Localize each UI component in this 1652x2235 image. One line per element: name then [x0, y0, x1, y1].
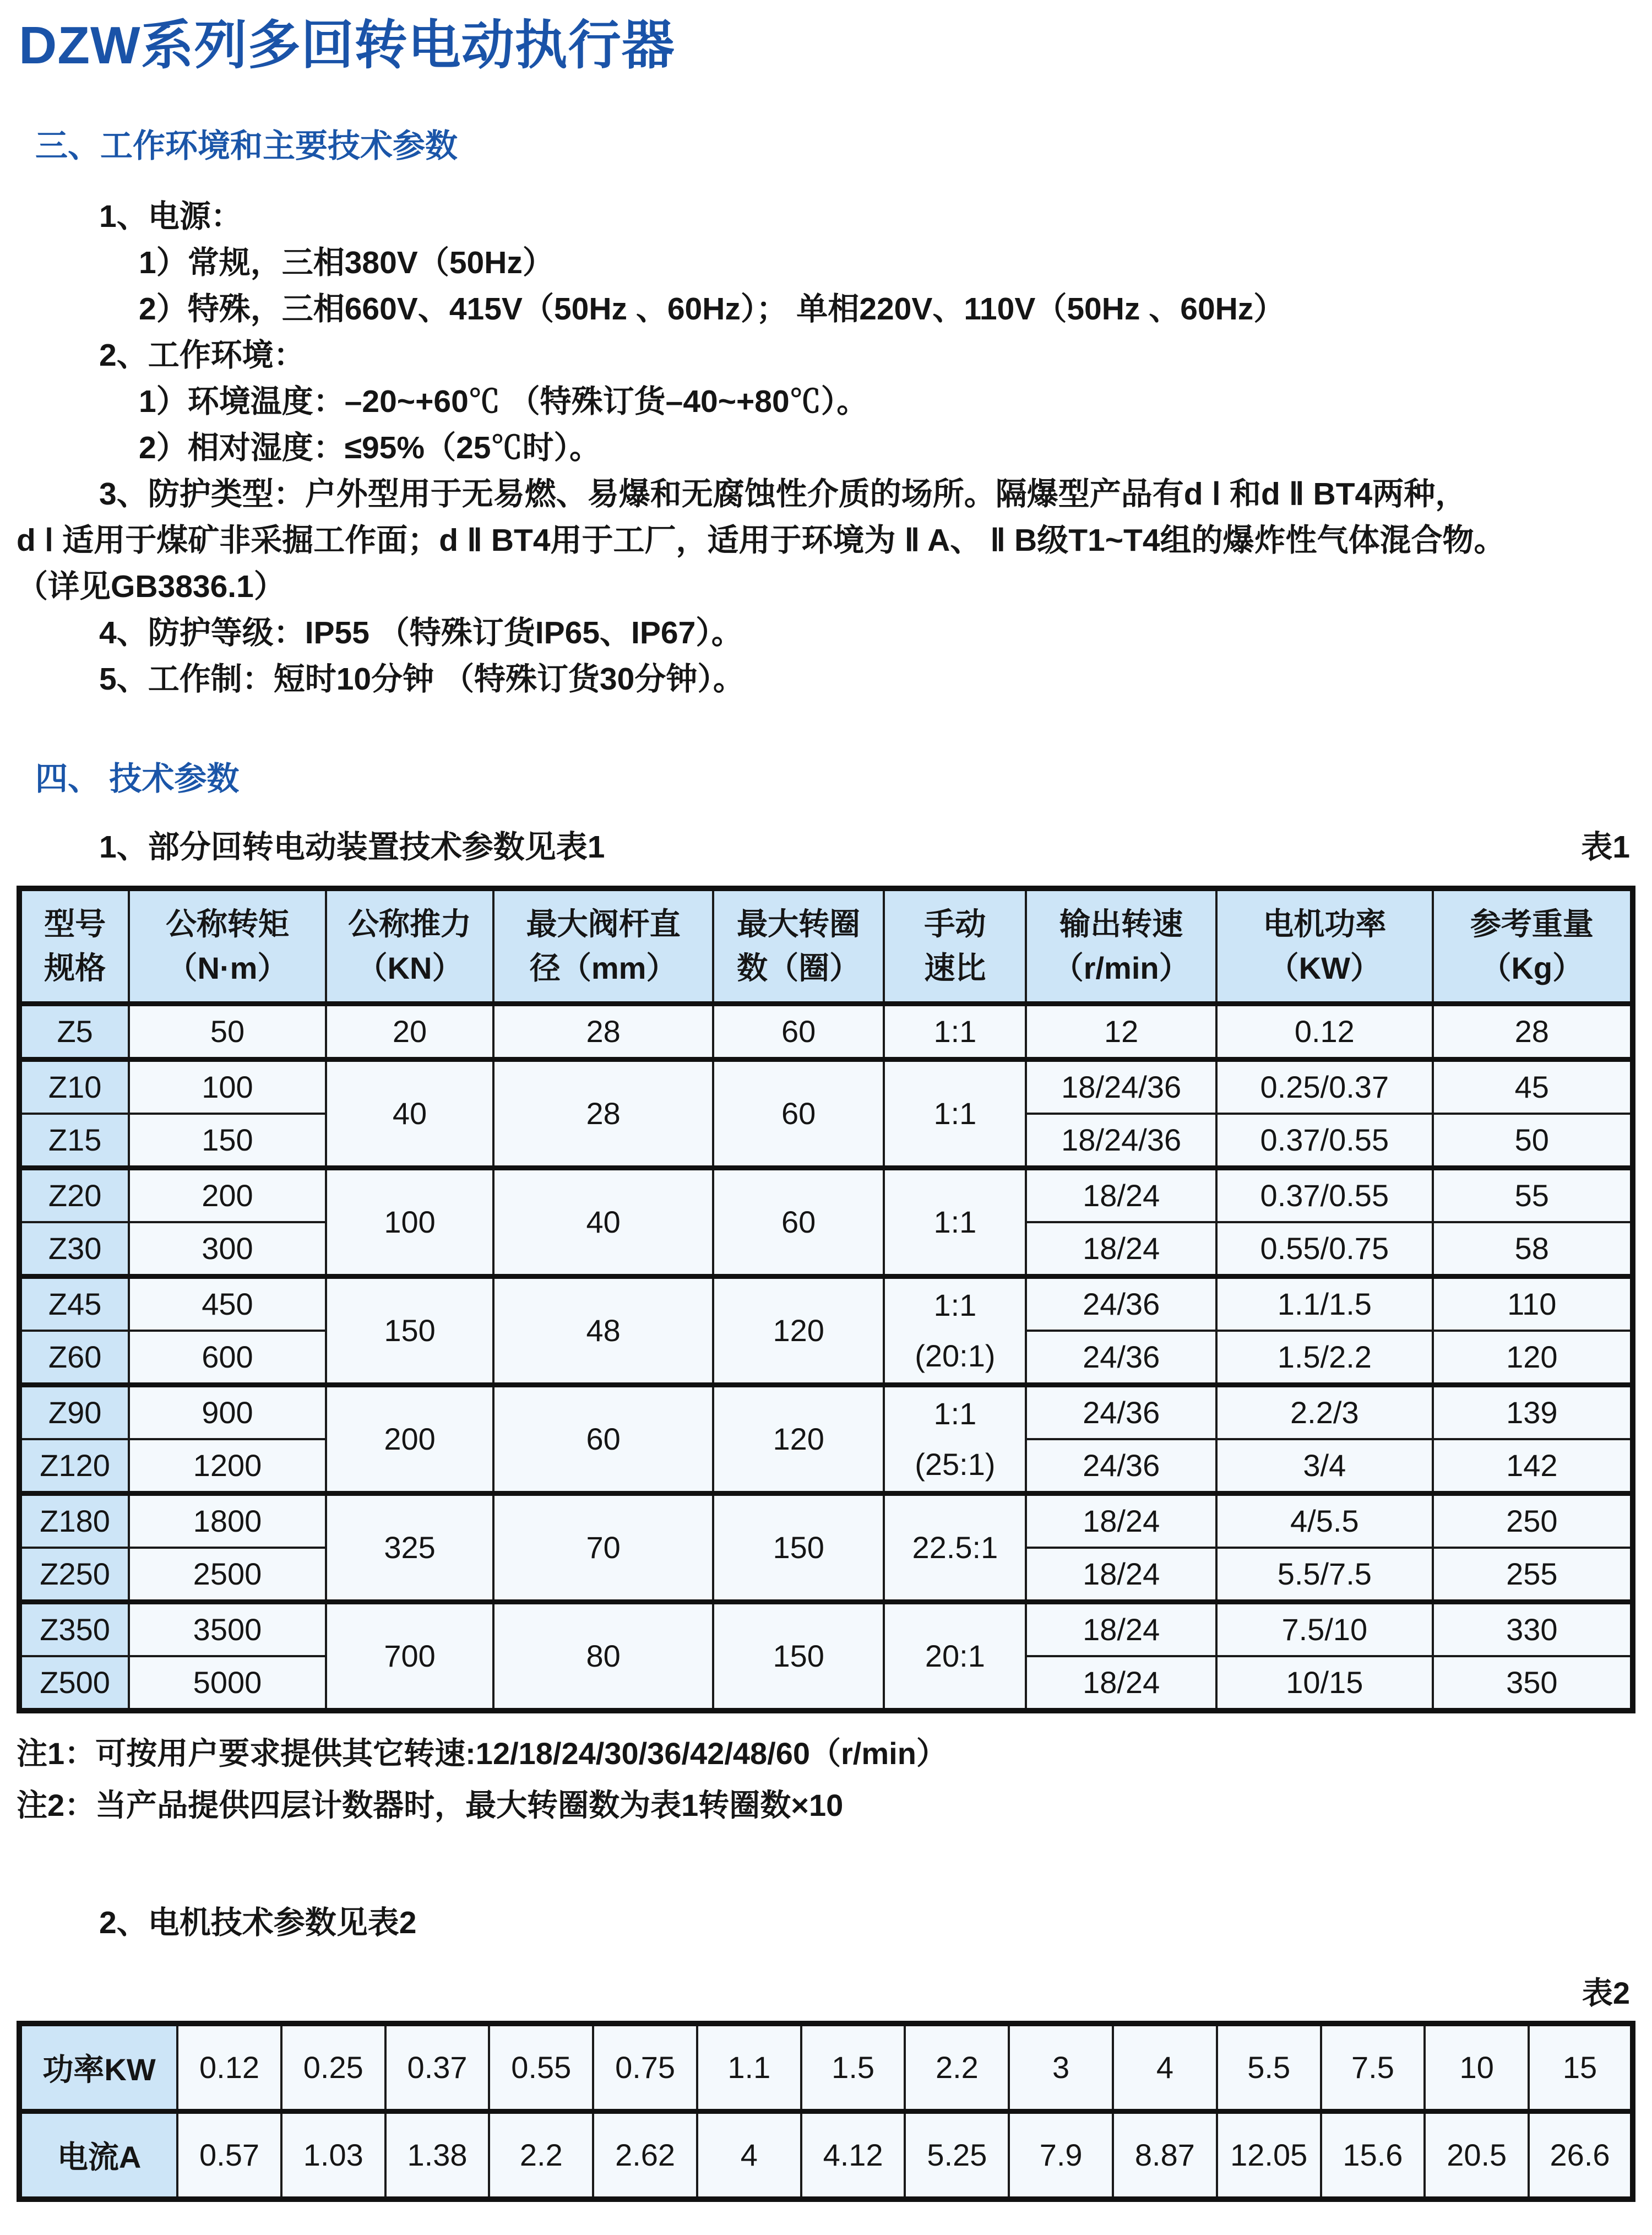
value-cell: 4	[1113, 2024, 1217, 2112]
value-cell: 0.37	[385, 2024, 490, 2112]
value-cell: 300	[129, 1222, 325, 1277]
value-cell: 0.37/0.55	[1216, 1114, 1433, 1168]
note-2: 注2：当产品提供四层计数器时，最大转圈数为表1转圈数×10	[17, 1787, 844, 1822]
value-cell: 1800	[129, 1493, 325, 1548]
table-row	[19, 1003, 1633, 1059]
value-cell: 18/24	[1026, 1168, 1216, 1222]
value-cell: 330	[1433, 1602, 1633, 1656]
text-line: 2）特殊，三相660V、415V（50Hz 、60Hz）； 单相220V、110V（50Hz 、60Hz）	[139, 291, 1285, 327]
value-cell: 12	[1026, 1003, 1216, 1059]
value-cell: 5.25	[905, 2111, 1009, 2199]
cell-line: (20:1)	[915, 1338, 996, 1373]
row-label: 功率KW	[19, 2024, 177, 2112]
table1-caption: 1、部分回转电动装置技术参数见表1	[99, 829, 605, 865]
value-cell: 100	[326, 1168, 494, 1276]
text-line: （详见GB3836.1）	[17, 569, 285, 605]
table-row	[19, 1168, 1633, 1222]
value-cell: 350	[1433, 1656, 1633, 1711]
header-line: 公称推力	[348, 906, 472, 941]
table2-body	[19, 2024, 1633, 2199]
model-cell: Z350	[19, 1602, 129, 1656]
value-cell: 28	[493, 1059, 713, 1168]
value-cell: 50	[129, 1003, 325, 1059]
model-cell: Z60	[19, 1331, 129, 1385]
header-line: 速比	[924, 950, 986, 985]
value-cell: 1200	[129, 1439, 325, 1494]
table1-notes	[17, 1728, 1635, 1831]
value-cell: 60	[713, 1059, 884, 1168]
text-line: 1）常规，三相380V（50Hz）	[139, 245, 554, 281]
value-cell: 55	[1433, 1168, 1633, 1222]
column-header	[326, 888, 494, 1004]
model-cell: Z120	[19, 1439, 129, 1494]
note-1: 注1：可按用户要求提供其它转速:12/18/24/30/36/42/48/60（r/min）	[17, 1735, 947, 1771]
text-line: 2）相对湿度：≤95%（25℃时）。	[139, 430, 601, 466]
value-cell: 150	[326, 1276, 494, 1385]
value-cell: 2.2	[905, 2024, 1009, 2112]
value-cell: 1:1	[884, 1168, 1026, 1276]
header-line: 规格	[44, 950, 106, 985]
value-cell: 255	[1433, 1548, 1633, 1602]
header-line: 型号	[44, 906, 106, 941]
section4-heading: 四、 技术参数	[35, 761, 240, 798]
cell-line: 1:1	[933, 1287, 977, 1322]
header-line: 最大阀杆直	[526, 906, 681, 941]
section3-heading: 三、工作环境和主要技术参数	[35, 128, 458, 165]
value-cell: 28	[493, 1003, 713, 1059]
column-header	[713, 888, 884, 1004]
value-cell: 2500	[129, 1548, 325, 1602]
value-cell: 24/36	[1026, 1385, 1216, 1439]
header-line: 电机功率	[1263, 906, 1387, 941]
value-cell: 18/24	[1026, 1493, 1216, 1548]
value-cell: 2.62	[593, 2111, 697, 2199]
table-row	[19, 1493, 1633, 1548]
model-cell: Z250	[19, 1548, 129, 1602]
value-cell: 120	[713, 1276, 884, 1385]
value-cell: 150	[129, 1114, 325, 1168]
value-cell: 48	[493, 1276, 713, 1385]
value-cell: 8.87	[1113, 2111, 1217, 2199]
header-line: 径（mm）	[529, 950, 677, 985]
value-cell: 15	[1529, 2024, 1633, 2112]
header-line: （Kg）	[1480, 950, 1584, 985]
value-cell: 12.05	[1217, 2111, 1321, 2199]
text-line: 3、防护类型：户外型用于无易燃、易爆和无腐蚀性介质的场所。隔爆型产品有d Ⅰ 和d Ⅱ BT4两种，	[99, 476, 1467, 512]
table2-caption: 2、电机技术参数见表2	[99, 1905, 417, 1940]
value-cell: 50	[1433, 1114, 1633, 1168]
value-cell: 40	[326, 1059, 494, 1168]
table-row	[19, 1385, 1633, 1439]
value-cell: 250	[1433, 1493, 1633, 1548]
table1-label: 表1	[1581, 829, 1630, 865]
value-cell: 18/24/36	[1026, 1114, 1216, 1168]
value-cell: 1.5	[801, 2024, 905, 2112]
value-cell: 1.38	[385, 2111, 490, 2199]
value-cell: 0.12	[1216, 1003, 1433, 1059]
column-header	[129, 888, 325, 1004]
header-line: 数（圈）	[737, 950, 861, 985]
value-cell: 450	[129, 1276, 325, 1331]
table-row	[19, 2024, 1633, 2112]
value-cell: 142	[1433, 1439, 1633, 1494]
value-cell: 20	[326, 1003, 494, 1059]
value-cell	[884, 1385, 1026, 1493]
value-cell: 0.57	[177, 2111, 281, 2199]
value-cell: 1.5/2.2	[1216, 1331, 1433, 1385]
value-cell: 18/24	[1026, 1602, 1216, 1656]
header-line: 输出转速	[1059, 906, 1183, 941]
value-cell: 60	[713, 1003, 884, 1059]
value-cell: 1.03	[281, 2111, 385, 2199]
value-cell: 3	[1009, 2024, 1113, 2112]
value-cell: 1:1	[884, 1059, 1026, 1168]
table-row	[19, 2111, 1633, 2199]
value-cell: 15.6	[1321, 2111, 1425, 2199]
cell-line: 1:1	[933, 1396, 977, 1431]
value-cell: 1.1/1.5	[1216, 1276, 1433, 1331]
value-cell: 18/24	[1026, 1656, 1216, 1711]
value-cell: 40	[493, 1168, 713, 1276]
value-cell: 60	[493, 1385, 713, 1493]
text-line: 1、电源：	[99, 199, 242, 235]
table1-caption-row	[17, 822, 1635, 867]
value-cell: 0.37/0.55	[1216, 1168, 1433, 1222]
model-cell: Z500	[19, 1656, 129, 1711]
section3-body	[17, 193, 1635, 702]
value-cell: 150	[713, 1493, 884, 1602]
value-cell: 2.2	[489, 2111, 593, 2199]
value-cell: 4	[697, 2111, 801, 2199]
model-cell: Z10	[19, 1059, 129, 1114]
value-cell: 5.5	[1217, 2024, 1321, 2112]
header-line: （KW）	[1268, 950, 1381, 985]
model-cell: Z15	[19, 1114, 129, 1168]
value-cell: 18/24	[1026, 1548, 1216, 1602]
value-cell: 4.12	[801, 2111, 905, 2199]
value-cell: 2.2/3	[1216, 1385, 1433, 1439]
table1-body	[19, 1003, 1633, 1711]
text-line: 1）环境温度：–20~+60℃ （特殊订货–40~+80℃）。	[139, 384, 868, 420]
table-row	[19, 1602, 1633, 1656]
table-row	[19, 1059, 1633, 1114]
value-cell: 18/24	[1026, 1222, 1216, 1277]
value-cell: 600	[129, 1331, 325, 1385]
value-cell: 10	[1425, 2024, 1529, 2112]
header-line: 最大转圈	[737, 906, 861, 941]
table2	[17, 2021, 1635, 2202]
column-header	[1433, 888, 1633, 1004]
text-line: 2、工作环境：	[99, 338, 305, 373]
value-cell: 110	[1433, 1276, 1633, 1331]
value-cell: 120	[713, 1385, 884, 1493]
column-header	[1216, 888, 1433, 1004]
value-cell: 26.6	[1529, 2111, 1633, 2199]
value-cell: 139	[1433, 1385, 1633, 1439]
column-header	[19, 888, 129, 1004]
value-cell: 0.12	[177, 2024, 281, 2112]
row-label: 电流A	[19, 2111, 177, 2199]
value-cell: 1.1	[697, 2024, 801, 2112]
value-cell: 24/36	[1026, 1276, 1216, 1331]
page-title: DZW系列多回转电动执行器	[19, 16, 675, 75]
value-cell: 10/15	[1216, 1656, 1433, 1711]
value-cell: 0.75	[593, 2024, 697, 2112]
value-cell: 1:1	[884, 1003, 1026, 1059]
value-cell: 7.5	[1321, 2024, 1425, 2112]
value-cell: 45	[1433, 1059, 1633, 1114]
header-line: 手动	[924, 906, 986, 941]
value-cell: 24/36	[1026, 1331, 1216, 1385]
value-cell: 5.5/7.5	[1216, 1548, 1433, 1602]
text-line: 4、防护等级：IP55 （特殊订货IP65、IP67）。	[99, 615, 743, 651]
value-cell: 22.5:1	[884, 1493, 1026, 1602]
value-cell: 24/36	[1026, 1439, 1216, 1494]
column-header	[493, 888, 713, 1004]
model-cell: Z45	[19, 1276, 129, 1331]
model-cell: Z180	[19, 1493, 129, 1548]
column-header	[1026, 888, 1216, 1004]
header-line: （N·m）	[166, 950, 289, 985]
value-cell: 18/24/36	[1026, 1059, 1216, 1114]
header-line: （r/min）	[1052, 950, 1190, 985]
value-cell: 28	[1433, 1003, 1633, 1059]
value-cell: 7.9	[1009, 2111, 1113, 2199]
table1-header-row	[19, 888, 1633, 1004]
value-cell: 70	[493, 1493, 713, 1602]
value-cell: 3/4	[1216, 1439, 1433, 1494]
value-cell: 0.25/0.37	[1216, 1059, 1433, 1114]
value-cell: 120	[1433, 1331, 1633, 1385]
value-cell: 80	[493, 1602, 713, 1711]
value-cell: 100	[129, 1059, 325, 1114]
header-line: 参考重量	[1470, 906, 1594, 941]
text-line: d Ⅰ 适用于煤矿非采掘工作面；d Ⅱ BT4用于工厂，适用于环境为 Ⅱ A、 Ⅱ B级T1~T4组的爆炸性气体混合物。	[17, 523, 1506, 558]
model-cell: Z5	[19, 1003, 129, 1059]
text-line: 5、工作制：短时10分钟 （特殊订货30分钟）。	[99, 661, 745, 697]
value-cell: 3500	[129, 1602, 325, 1656]
value-cell: 150	[713, 1602, 884, 1711]
table-row	[19, 1276, 1633, 1331]
cell-line: (25:1)	[915, 1446, 996, 1482]
model-cell: Z90	[19, 1385, 129, 1439]
value-cell: 20:1	[884, 1602, 1026, 1711]
header-line: 公称转矩	[165, 906, 289, 941]
column-header	[884, 888, 1026, 1004]
value-cell: 58	[1433, 1222, 1633, 1277]
value-cell: 0.55	[489, 2024, 593, 2112]
value-cell: 200	[129, 1168, 325, 1222]
value-cell: 60	[713, 1168, 884, 1276]
value-cell: 200	[326, 1385, 494, 1493]
value-cell: 7.5/10	[1216, 1602, 1433, 1656]
value-cell: 0.55/0.75	[1216, 1222, 1433, 1277]
value-cell: 700	[326, 1602, 494, 1711]
table2-label: 表2	[1582, 1975, 1630, 2010]
table1	[17, 886, 1635, 1713]
value-cell: 900	[129, 1385, 325, 1439]
model-cell: Z30	[19, 1222, 129, 1277]
value-cell: 325	[326, 1493, 494, 1602]
value-cell: 4/5.5	[1216, 1493, 1433, 1548]
header-line: （KN）	[356, 950, 463, 985]
value-cell: 0.25	[281, 2024, 385, 2112]
value-cell	[884, 1276, 1026, 1385]
value-cell: 5000	[129, 1656, 325, 1711]
model-cell: Z20	[19, 1168, 129, 1222]
value-cell: 20.5	[1425, 2111, 1529, 2199]
